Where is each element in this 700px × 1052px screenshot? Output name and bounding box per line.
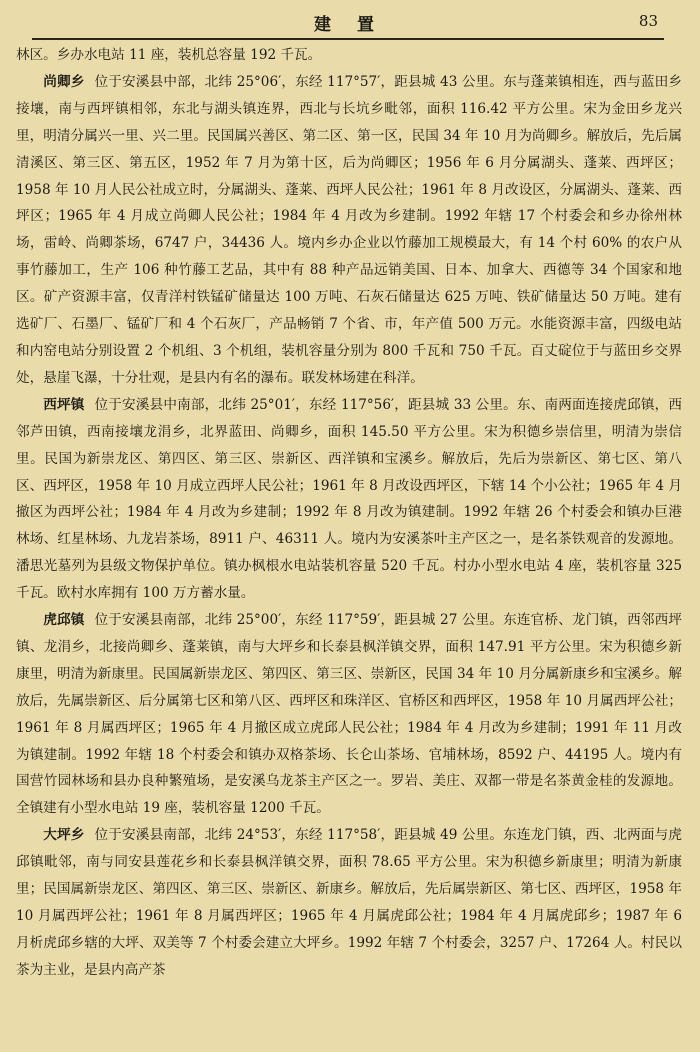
- entry-heading: 大坪乡: [43, 827, 85, 844]
- header-rule: [32, 38, 664, 40]
- running-title: 建 置: [314, 15, 384, 35]
- page-header: [16, 0, 682, 42]
- entry-paragraph: [16, 69, 682, 392]
- entry-text: 位于安溪县南部，北纬 25°00′，东经 117°59′，距县城 27 公里。东连官桥、龙门镇，西邻西坪镇、龙涓乡，北接尚卿乡、蓬莱镇，南与大坪乡和长泰县枫洋镇交界，面积 147.91 平方公里。宋为积德乡新康里，明清为新康里。民国属新崇龙区、第四区、第三区、崇新区，民国 34 年 10 月分属新康乡和宝溪乡。解放后，先属崇新区、后分属第七区和第八区、西坪区和珠洋区、官桥区和西坪区，1958 年 10 月属西坪公社；1961 年 8 月属西坪区；1965 年 4 月撤区成立虎邱人民公社；1984 年 4 月改为乡建制；1991 年 11 月改为镇建制。1992 年辖 18 个村委会和镇办双格茶场、长仑山茶场、官埔林场，8592 户、44195 人。境内有国营竹园林场和县办良种繁殖场，是安溪乌龙茶主产区之一。罗岩、美庄、双都一带是名茶黄金桂的发源地。全镇建有小型水电站 19 座，装机容量 1200 千瓦。: [16, 612, 682, 817]
- continuation-paragraph: 林区。乡办水电站 11 座，装机总容量 192 千瓦。: [16, 47, 322, 63]
- entry-heading: 尚卿乡: [43, 73, 85, 90]
- entry-text: 位于安溪县中南部，北纬 25°01′，东经 117°56′，距县城 33 公里。东、南两面连接虎邱镇，西邻芦田镇，西南接壤龙涓乡，北界蓝田、尚卿乡，面积 145.50 平方公里。宋为积德乡崇信里，明清为崇信里。民国为新崇龙区、第四区、第三区、崇新区、西洋镇和宝溪乡。解放后，先后为崇新区、第七区、第八区、西坪区，1958 年 10 月成立西坪人民公社；1961 年 8 月改设西坪区，下辖 14 个小公社；1965 年 4 月撤区为西坪公社；1984 年 4 月改为乡建制；1992 年 8 月改为镇建制。1992 年辖 26 个村委会和镇办巨港林场、红星林场、九龙岩茶场，8911 户、46311 人。境内为安溪茶叶主产区之一，是名茶铁观音的发源地。潘思光墓列为县级文物保护单位。镇办枫根水电站装机容量 520 千瓦。村办小型水电站 4 座，装机容量 325 千瓦。欧村水库拥有 100 万方蓄水量。: [16, 396, 682, 602]
- entry-paragraph: [16, 392, 682, 607]
- entry-heading: 虎邱镇: [43, 612, 85, 629]
- body-text: [16, 42, 682, 984]
- page-number: 83: [638, 12, 658, 30]
- entry-text: 位于安溪县南部，北纬 24°53′，东经 117°58′，距县城 49 公里。东连龙门镇，西、北两面与虎邱镇毗邻，南与同安县莲花乡和长泰县枫洋镇交界，面积 78.65 平方公里。宋为积德乡新康里；明清为新康里；民国属新崇龙区、第四区、第三区、崇新区、新康乡。解放后，先后属崇新区、第七区、西坪区，1958 年 10 月属西坪公社；1961 年 8 月属西坪区；1965 年 4 月属虎邱公社；1984 年 4 月属虎邱乡；1987 年 6 月析虎邱乡辖的大坪、双美等 7 个村委会建立大坪乡。1992 年辖 7 个村委会，3257 户、17264 人。村民以茶为主业，是县内高产茶: [16, 827, 682, 978]
- entry-text: 位于安溪县中部，北纬 25°06′，东经 117°57′，距县城 43 公里。东与蓬莱镇相连，西与蓝田乡接壤，南与西坪镇相邻，东北与湖头镇连界，西北与长坑乡毗邻，面积 116.42 平方公里。宋为金田乡龙兴里，明清分属兴一里、兴二里。民国属兴善区、第二区、第一区，民国 34 年 10 月为尚卿乡。解放后，先后属清溪区、第三区、第五区，1952 年 7 月为第十区，后为尚卿区；1956 年 6 月分属湖头、蓬莱、西坪区；1958 年 10 月人民公社成立时，分属湖头、蓬莱、西坪人民公社；1961 年 8 月改设区，分属湖头、蓬莱、西坪区；1965 年 4 月成立尚卿人民公社；1984 年 4 月改为乡建制。1992 年辖 17 个村委会和乡办徐州林场，雷岭、尚卿茶场，6747 户，34436 人。境内乡办企业以竹藤加工规模最大，有 14 个村 60% 的农户从事竹藤加工，生产 106 种竹藤工艺品，其中有 88 种产品远销美国、日本、加拿大、西德等 34 个国家和地区。矿产资源丰富，仅青洋村铁锰矿储量达 100 万吨、石灰石储量达 625 万吨、铁矿储量达 50 万吨。建有选矿厂、石墨厂、锰矿厂和 4 个石灰厂，产品畅销 7 个省、市，年产值 500 万元。水能资源丰富，四级电站和内窑电站分别设置 2 个机组、3 个机组，装机容量分别为 800 千瓦和 750 千瓦。百丈碇位于与蓝田乡交界处，悬崖飞瀑，十分壮观，是县内有名的瀑布。联发林场建在科洋。: [16, 73, 682, 386]
- entry-heading: 西坪镇: [43, 396, 85, 413]
- entry-paragraph: [16, 822, 682, 983]
- entry-paragraph: [16, 607, 682, 822]
